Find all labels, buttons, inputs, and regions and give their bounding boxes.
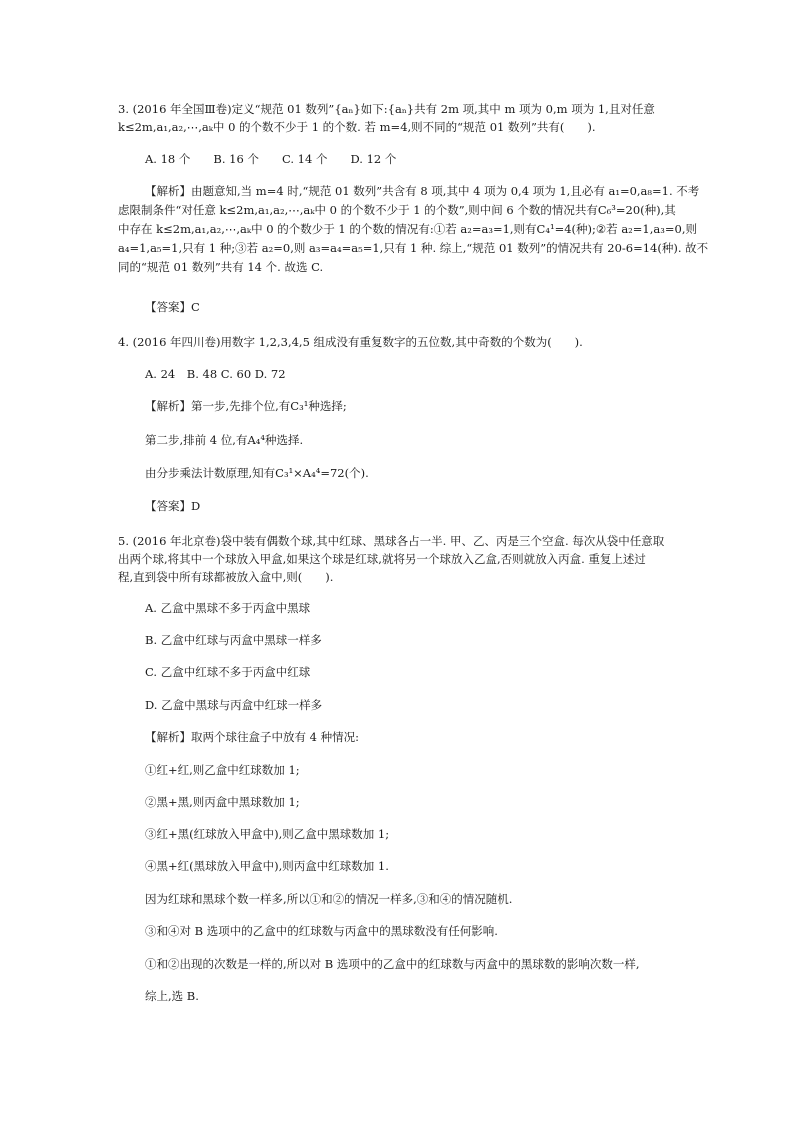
q4-stem-line1: 4. (2016 年四川卷)用数字 1,2,3,4,5 组成没有重复数字的五位数,其中奇数的个数为( ). xyxy=(118,335,583,349)
q4-analysis-line2: 第二步,排前 4 位,有A₄⁴种选择. xyxy=(145,433,304,447)
q4-analysis-line3: 由分步乘法计数原理,知有C₃¹×A₄⁴=72(个). xyxy=(145,466,369,480)
q3-options: A. 18 个 B. 16 个 C. 14 个 D. 12 个 xyxy=(145,152,397,166)
q5-stem-line3: 程,直到袋中所有球都被放入盒中,则( ). xyxy=(118,570,334,584)
q5-analysis-line5: ④黑+红(黑球放入甲盒中),则丙盒中红球数加 1. xyxy=(145,859,389,873)
q3-analysis-line3: 中存在 k≤2m,a₁,a₂,⋯,aₖ中 0 的个数少于 1 的个数的情况有:①若 a₂=a₃=1,则有C₄¹=4(种);②若 a₂=1,a₃=0,则 xyxy=(118,222,697,236)
q4-options: A. 24 B. 48 C. 60 D. 72 xyxy=(145,367,286,381)
q5-analysis-line2: ①红+红,则乙盒中红球数加 1; xyxy=(145,763,300,777)
q5-stem-line2: 出两个球,将其中一个球放入甲盒,如果这个球是红球,就将另一个球放入乙盒,否则就放入丙盒. 重复上述过 xyxy=(118,552,646,566)
q5-option-c: C. 乙盒中红球不多于丙盒中红球 xyxy=(145,665,311,679)
q5-analysis-line6: 因为红球和黑球个数一样多,所以①和②的情况一样多,③和④的情况随机. xyxy=(145,892,513,906)
q4-answer: 【答案】D xyxy=(145,499,201,513)
q3-stem-line2: k≤2m,a₁,a₂,⋯,aₖ中 0 的个数不少于 1 的个数. 若 m=4,则不同的“规范 01 数列”共有( ). xyxy=(118,120,596,134)
q3-stem-line1: 3. (2016 年全国Ⅲ卷)定义“规范 01 数列”{aₙ}如下:{aₙ}共有 2m 项,其中 m 项为 0,m 项为 1,且对任意 xyxy=(118,102,655,116)
q3-analysis-line4: a₄=1,a₅=1,只有 1 种;③若 a₂=0,则 a₃=a₄=a₅=1,只有 1 种. 综上,“规范 01 数列”的情况共有 20-6=14(种). 故不 xyxy=(118,241,709,255)
q5-analysis-line3: ②黑+黑,则丙盒中黑球数加 1; xyxy=(145,795,300,809)
q3-answer: 【答案】C xyxy=(145,300,200,314)
q3-analysis-line1: 【解析】由题意知,当 m=4 时,“规范 01 数列”共含有 8 项,其中 4 项为 0,4 项为 1,且必有 a₁=0,a₈=1. 不考 xyxy=(145,184,700,198)
q4-analysis-line1: 【解析】第一步,先排个位,有C₃¹种选择; xyxy=(145,399,347,413)
q5-analysis-line8: ①和②出现的次数是一样的,所以对 B 选项中的乙盒中的红球数与丙盒中的黑球数的影响次数一样, xyxy=(145,957,640,971)
q5-stem-line1: 5. (2016 年北京卷)袋中装有偶数个球,其中红球、黑球各占一半. 甲、乙、丙是三个空盒. 每次从袋中任意取 xyxy=(118,534,665,548)
q5-analysis-line1: 【解析】取两个球往盒子中放有 4 种情况: xyxy=(145,730,360,744)
q5-option-d: D. 乙盒中黑球与丙盒中红球一样多 xyxy=(145,698,323,712)
q5-option-a: A. 乙盒中黑球不多于丙盒中黑球 xyxy=(145,601,311,615)
q3-analysis-line2: 虑限制条件“对任意 k≤2m,a₁,a₂,⋯,aₖ中 0 的个数不少于 1 的个数”,则中间 6 个数的情况共有C₆³=20(种),其 xyxy=(118,203,676,217)
q5-analysis-line4: ③红+黑(红球放入甲盒中),则乙盒中黑球数加 1; xyxy=(145,827,390,841)
q5-option-b: B. 乙盒中红球与丙盒中黑球一样多 xyxy=(145,633,322,647)
q3-analysis-line5: 同的“规范 01 数列”共有 14 个. 故选 C. xyxy=(118,260,324,274)
q5-analysis-line7: ③和④对 B 选项中的乙盒中的红球数与丙盒中的黑球数没有任何影响. xyxy=(145,924,498,938)
q5-analysis-line9: 综上,选 B. xyxy=(145,989,199,1003)
